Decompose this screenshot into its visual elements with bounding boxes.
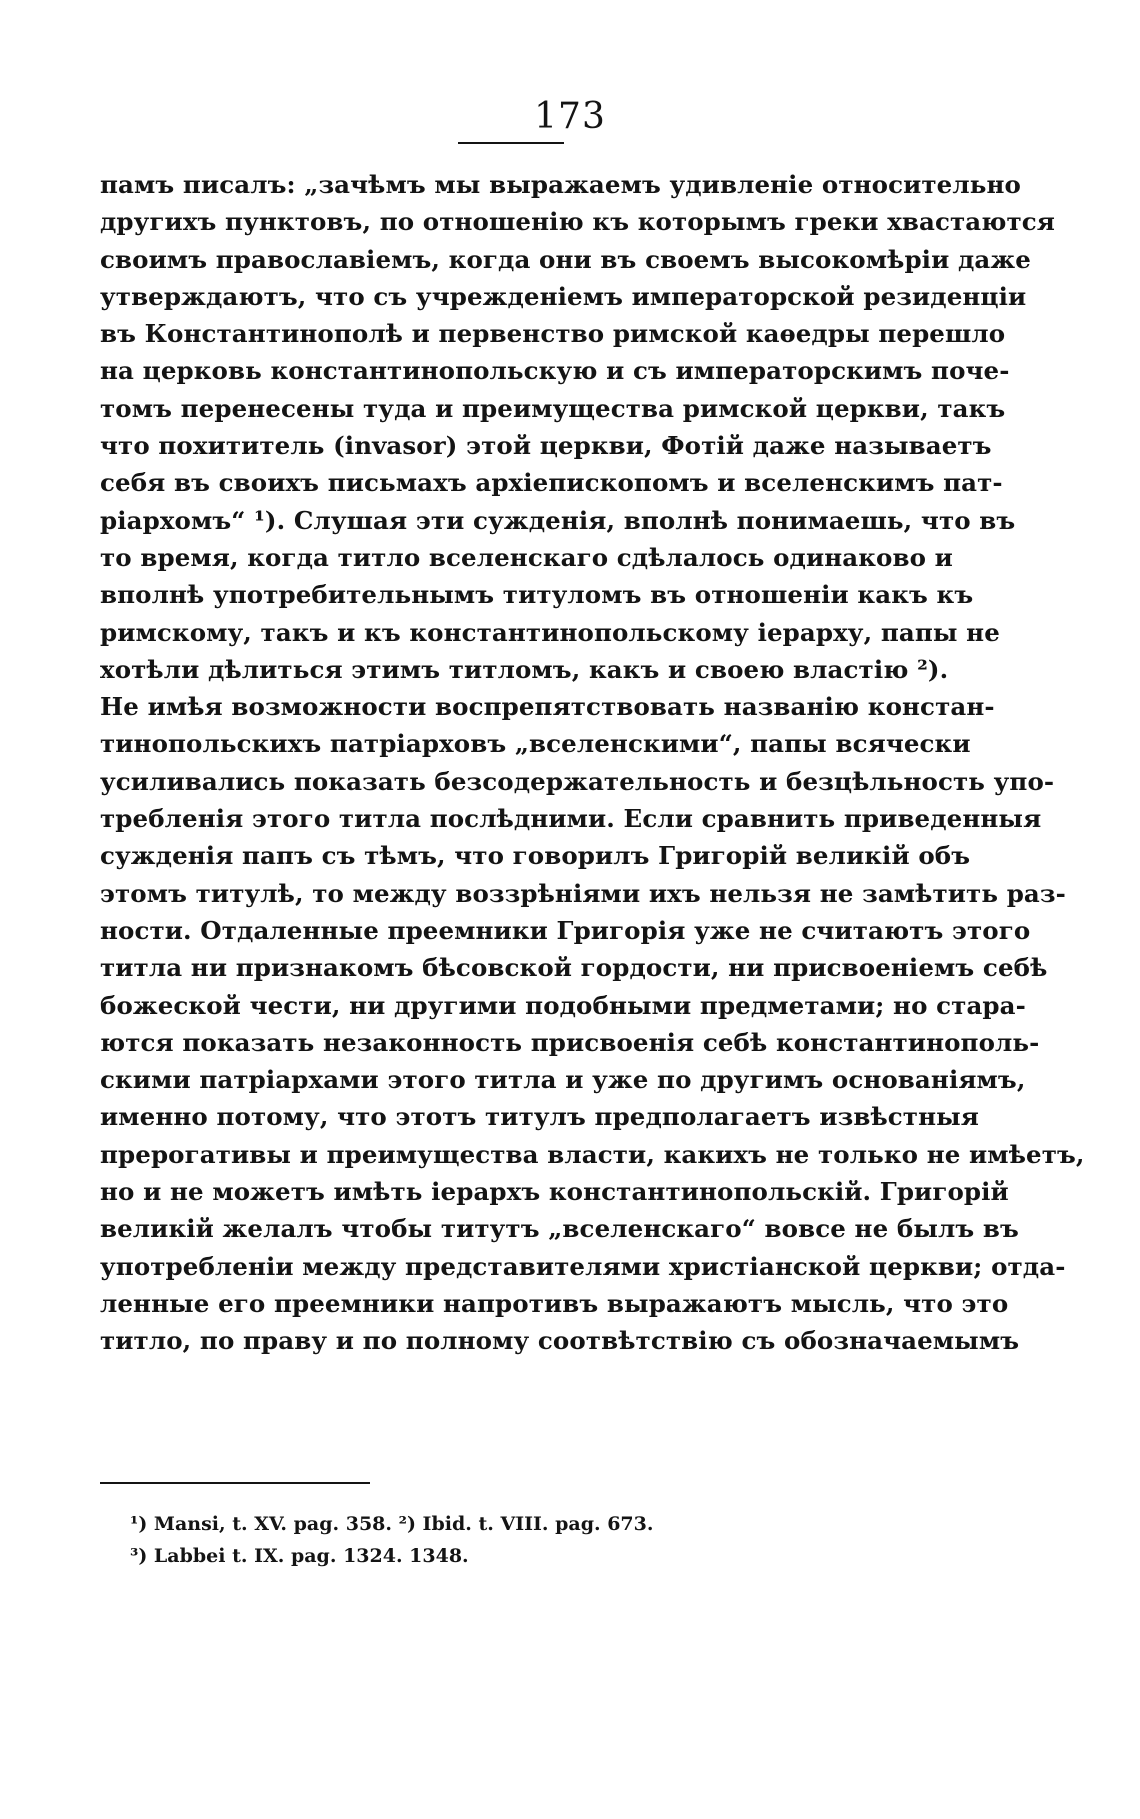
text-line: тинопольскихъ патріарховъ „вселенскими“, папы всячески [100,729,971,759]
text-line: утверждаютъ, что съ учрежденіемъ императорской резиденціи [100,281,1027,311]
text-line: титла ни признакомъ бѣсовской гордости, ни присвоеніемъ себѣ [100,953,1048,983]
text-line: Не имѣя возможности воспрепятствовать названію констан- [100,692,995,722]
text-line: то время, когда титло вселенскаго сдѣлалось одинаково и [100,542,953,572]
text-line: ются показать незаконность присвоенія себѣ константинополь- [100,1027,1040,1057]
text-line: усиливались показать безсодержательность и безцѣльность упо- [100,766,1055,796]
text-line: употребленіи между представителями христіанской церкви; отда- [100,1251,1066,1281]
text-line: ленные его преемники напротивъ выражаютъ мысль, что это [100,1288,1009,1318]
text-line: ріархомъ“ ¹). Слушая эти сужденія, вполнѣ понимаешь, что въ [100,505,1016,535]
text-line: другихъ пунктовъ, по отношенію къ которымъ греки хвастаются [100,207,1055,237]
text-line: этомъ титулѣ, то между воззрѣніями ихъ нельзя не замѣтить раз- [100,878,1066,908]
text-line: памъ писалъ: „зачѣмъ мы выражаемъ удивленіе относительно [100,170,1021,199]
text-line: требленія этого титла послѣдними. Если сравнить приведенныя [100,804,1042,834]
text-line: божеской чести, ни другими подобными предметами; но стара- [100,990,1026,1020]
text-line: титло, по праву и по полному соотвѣтствію съ обозначаемымъ [100,1326,1020,1356]
text-line: въ Константинополѣ и первенство римской каѳедры перешло [100,319,1006,349]
text-line: хотѣли дѣлиться этимъ титломъ, какъ и своею властію ²). [100,654,949,684]
text-line: именно потому, что этотъ титулъ предполагаетъ извѣстныя [100,1102,979,1132]
footnote: ³) Labbei t. IX. pag. 1324. 1348. [130,1545,469,1567]
text-line: томъ перенесены туда и преимущества римской церкви, такъ [100,393,1006,423]
text-line: на церковь константинопольскую и съ императорскимъ поче- [100,356,1010,386]
footnote: ¹) Mansi, t. XV. pag. 358. ²) Ibid. t. VIII. pag. 673. [130,1513,654,1535]
text-line: но и не можетъ имѣть іерархъ константинопольскій. Григорій [100,1177,1009,1207]
text-line: великій желалъ чтобы титутъ „вселенскаго“ вовсе не былъ въ [100,1214,1019,1244]
text-line: своимъ православіемъ, когда они въ своемъ высокомѣріи даже [100,244,1031,274]
text-line: скими патріархами этого титла и уже по другимъ основаніямъ, [100,1065,1026,1095]
text-line: сужденія папъ съ тѣмъ, что говорилъ Григорій великій объ [100,841,971,871]
page-number: 173 [534,96,606,137]
text-line: римскому, такъ и къ константинопольскому іерарху, папы не [100,617,1000,647]
page-number-underline [458,142,564,144]
text-line: прерогативы и преимущества власти, какихъ не только не имѣетъ, [100,1139,1085,1169]
text-line: ности. Отдаленные преемники Григорія уже не считаютъ этого [100,915,1031,945]
footnote-separator [100,1482,370,1484]
body-text [100,166,1085,1360]
text-line: вполнѣ употребительнымъ титуломъ въ отношеніи какъ къ [100,580,974,610]
text-line: себя въ своихъ письмахъ архіепископомъ и вселенскимъ пат- [100,468,1003,498]
text-line: что похититель (invasor) этой церкви, Фотій даже называетъ [100,431,992,461]
footnotes [130,1508,830,1572]
